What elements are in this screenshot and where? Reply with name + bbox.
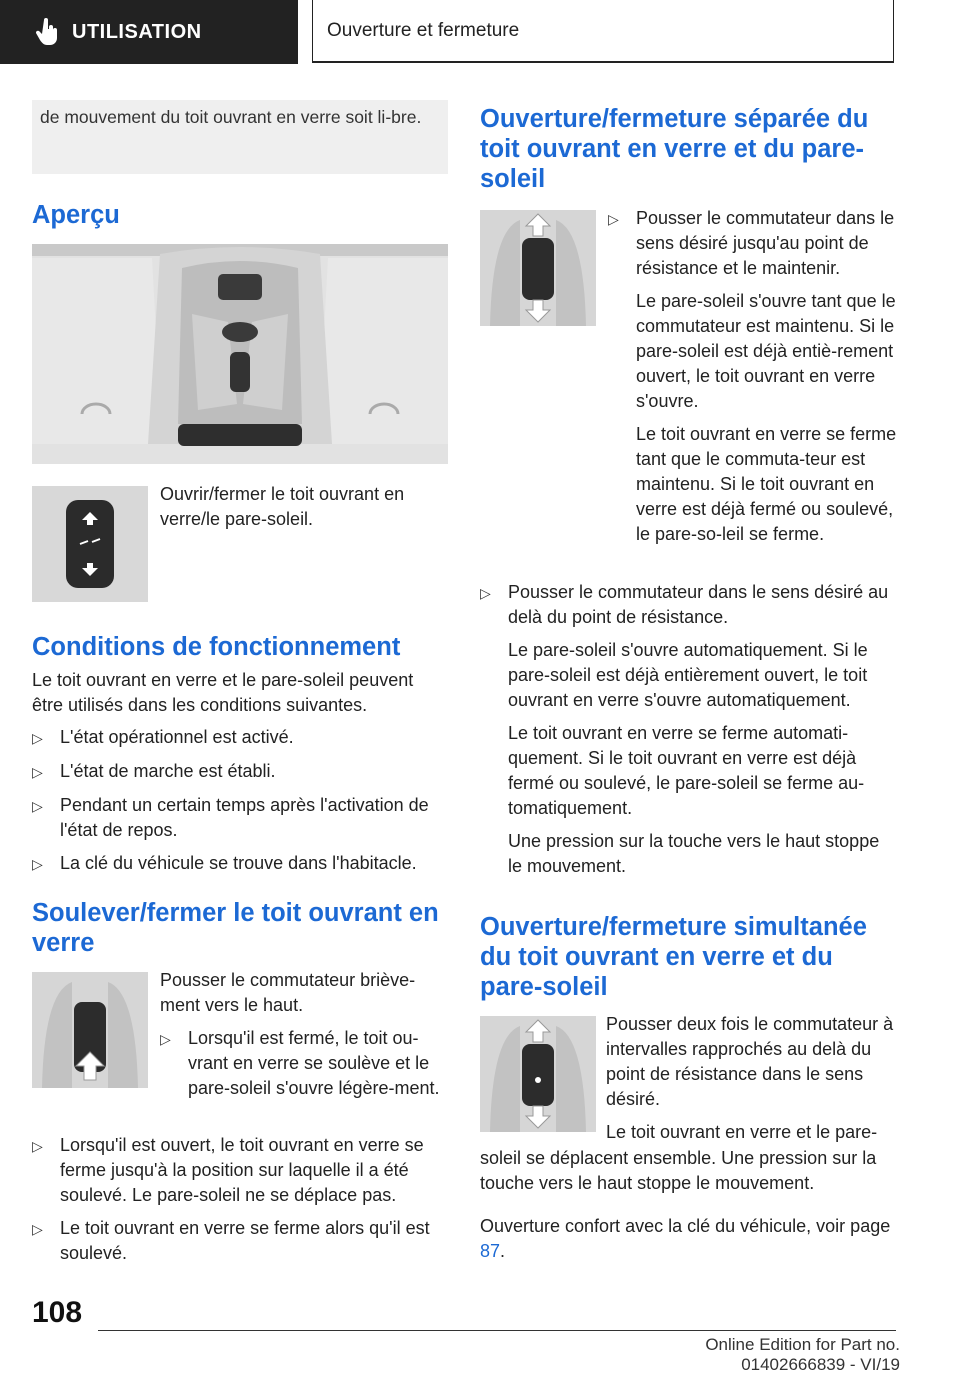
bullet-triangle-icon: ▷ [32,798,43,814]
simultanee-p2-rest: soleil se déplacent ensemble. Une pression sur la touche vers le haut stoppe le mouvement. [480,1148,877,1193]
list-item: ▷ La clé du véhicule se trouve dans l'habitacle. [32,851,448,877]
simultanee-p1: Pousser deux fois le commutateur à intervalles rapprochés au delà du point de résistance dans le sens désiré. [606,1014,894,1109]
separee-item1-block [608,206,898,555]
section-heading-apercu: Aperçu [32,201,120,229]
page-number: 108 [32,1296,83,1329]
bullet-triangle-icon: ▷ [32,1221,43,1237]
page-link[interactable]: 87 [480,1241,501,1261]
bullet-triangle-icon: ▷ [160,1031,171,1047]
separee-item1-p2: Le pare-soleil s'ouvre tant que le commutateur est maintenu. Si le pare-soleil est déjà entiè-rement ouvert, le toit ouvrant en verre s'ouvre. [636,291,896,411]
separee-item2-p4: Une pression sur la touche vers le haut stoppe le mouvement. [508,831,880,876]
simultanee-p2-line1: Le toit ouvrant en verre et le pare- [606,1122,878,1142]
bullet-triangle-icon: ▷ [32,730,43,746]
hand-pointer-icon [26,0,70,64]
list-item: ▷ Pousser le commutateur dans le sens désiré au delà du point de résistance. [480,580,896,630]
bullet-triangle-icon: ▷ [32,764,43,780]
section-tab[interactable] [0,0,298,64]
conditions-intro: Le toit ouvrant en verre et le pare-soleil peuvent être utilisés dans les conditions suivantes. [32,670,414,715]
bullet-triangle-icon: ▷ [32,1138,43,1154]
list-item: ▷ Pousser le commutateur dans le sens désiré jusqu'au point de résistance et le maintenir. [608,206,898,281]
footer-edition: Online Edition for Part no. 01402666839 - VI/19 [705,1335,900,1374]
bullet-triangle-icon: ▷ [32,856,43,872]
confort-paragraph: Ouverture confort avec la clé du véhicule, voir page 87. [480,1216,891,1261]
section-heading-simultanee: Ouverture/fermeture simultanée du toit ouvrant en verre et du pare-soleil [480,913,867,1001]
chapter-title: Ouverture et fermeture [312,0,894,63]
soulever-intro: Pousser le commutateur briève-ment vers le haut. [160,970,416,1015]
separee-item2-p2: Le pare-soleil s'ouvre automatiquement. Si le pare-soleil est déjà entièrement ouvert, le toit ouvrant en verre s'ouvre automatiquement. [508,640,868,710]
section-heading-conditions: Conditions de fonctionnement [32,633,401,661]
separee-item2-block [480,580,896,887]
switch-thumbnail-image [32,486,148,602]
list-item: ▷ Le toit ouvrant en verre se ferme alors qu'il est soulevé. [32,1216,448,1266]
switch-up-down-image [480,210,596,326]
list-item: ▷ Lorsqu'il est fermé, le toit ou-vrant en verre se soulève et le pare-soleil s'ouvre légère-ment. [160,1026,450,1101]
section-label: UTILISATION [72,20,202,43]
list-item: ▷ Pendant un certain temps après l'activation de l'état de repos. [32,793,448,843]
footer-divider [98,1330,896,1331]
separee-item1-p3: Le toit ouvrant en verre se ferme tant que le commuta-teur est maintenu. Si le toit ouvrant en verre est déjà fermé ou soulevé, le pare-so-leil se ferme. [636,424,897,544]
separee-item2-p3: Le toit ouvrant en verre se ferme automati-quement. Si le toit ouvrant en verre est déjà fermé ou soulevé, le pare-soleil se ferme au-tomatiquement. [508,723,865,818]
switch-caption: Ouvrir/fermer le toit ouvrant en verre/le pare-soleil. [160,484,405,529]
switch-push-up-image [32,972,148,1088]
section-heading-separee: Ouverture/fermeture séparée du toit ouvrant en verre et du pare-soleil [480,105,869,193]
section-heading-soulever: Soulever/fermer le toit ouvrant en verre [32,899,439,957]
list-item: ▷ L'état opérationnel est activé. [32,725,448,751]
conditions-list [32,725,448,877]
list-item: ▷ Lorsqu'il est ouvert, le toit ouvrant en verre se ferme jusqu'à la position sur laquelle il a été soulevé. Le pare-soleil ne se déplace pas. [32,1133,448,1208]
list-item: ▷ L'état de marche est établi. [32,759,448,785]
switch-double-press-image [480,1016,596,1132]
note-box: de mouvement du toit ouvrant en verre soit li-bre. [32,100,448,174]
bullet-triangle-icon: ▷ [480,585,491,601]
bullet-triangle-icon: ▷ [608,211,619,227]
roof-console-image [32,244,448,464]
soulever-list [32,1133,448,1266]
